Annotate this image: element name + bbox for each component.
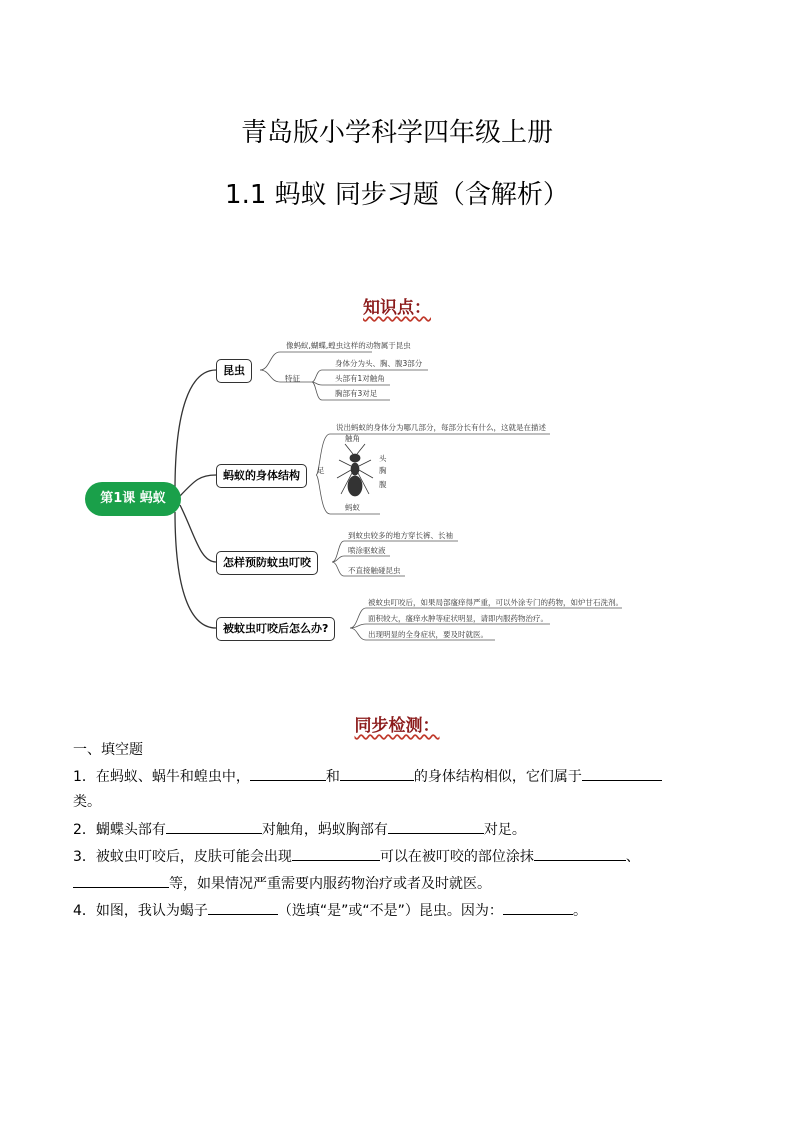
q1-text-b: 和	[325, 769, 340, 785]
label-abdomen: 腹	[379, 480, 387, 489]
label-thorax: 胸	[379, 466, 387, 475]
leaf-see-doctor: 出现明显的全身症状，要及时就医。	[368, 630, 488, 639]
leaf-insect-definition: 像蚂蚁,蝴蝶,蝗虫这样的动物属于昆虫	[286, 341, 411, 350]
leaf-dont-touch-insects: 不直接触碰昆虫	[348, 566, 401, 575]
knowledge-heading: 知识点：	[363, 298, 431, 318]
question-4	[73, 900, 587, 921]
branch-prevent-bites: 怎样预防蚊虫叮咬	[216, 551, 318, 575]
leaf-feature-body: 身体分为头、胸、腹3部分	[335, 359, 423, 368]
q1-blank-1[interactable]	[250, 766, 326, 781]
leaf-feature-antennae: 头部有1对触角	[335, 374, 385, 383]
q3-blank-1[interactable]	[292, 846, 380, 861]
q1-blank-2[interactable]	[340, 766, 414, 781]
leaf-feature-legs: 胸部有3对足	[335, 389, 378, 398]
question-2	[73, 819, 526, 840]
label-head: 头	[379, 454, 387, 463]
question-1	[73, 766, 662, 787]
q4-text-c: 。	[572, 903, 587, 919]
label-antenna: 触角	[345, 434, 360, 443]
branch-after-bite: 被蚊虫叮咬后怎么办?	[216, 617, 335, 641]
question-1-cont: 类。	[73, 794, 101, 810]
mind-map-root: 第1课 蚂蚁	[85, 482, 181, 516]
q1-text-a: 1．在蚂蚁、蜗牛和蝗虫中，	[73, 769, 250, 785]
q4-text-a: 4．如图，我认为蝎子	[73, 903, 208, 919]
leaf-ant-caption: 蚂蚁	[345, 503, 360, 512]
leaf-insect-features: 特征	[285, 374, 300, 383]
ant-diagram	[315, 436, 395, 510]
q2-blank-2[interactable]	[388, 819, 484, 834]
q3-blank-3[interactable]	[73, 873, 169, 888]
q3-text-b: 可以在被叮咬的部位涂抹	[379, 849, 534, 865]
leaf-wear-long-clothes: 到蚊虫较多的地方穿长裤、长袖	[348, 531, 453, 540]
leaf-spray-repellent: 喷涂驱蚊液	[348, 546, 386, 555]
question-3-cont	[73, 873, 491, 894]
question-3	[73, 846, 640, 867]
branch-ant-body-structure: 蚂蚁的身体结构	[216, 464, 307, 488]
q2-text-b: 对触角，蚂蚁胸部有	[261, 822, 388, 838]
q4-blank-1[interactable]	[208, 900, 278, 915]
mind-map	[80, 330, 640, 650]
leaf-describe-structure: 说出蚂蚁的身体分为哪几部分，每部分长有什么，这就是在描述	[336, 423, 546, 432]
page-subtitle: 1.1 蚂蚁 同步习题（含解析）	[225, 180, 569, 210]
page-title: 青岛版小学科学四年级上册	[240, 118, 553, 148]
q2-blank-1[interactable]	[166, 819, 262, 834]
q3-blank-2[interactable]	[534, 846, 626, 861]
branch-insects: 昆虫	[216, 359, 252, 383]
q3-text-a: 3．被蚊虫叮咬后，皮肤可能会出现	[73, 849, 292, 865]
label-leg: 足	[317, 466, 325, 475]
leaf-apply-ointment: 被蚊虫叮咬后，如果局部瘙痒得严重，可以外涂专门的药物，如炉甘石洗剂。	[368, 598, 623, 607]
q1-blank-3[interactable]	[582, 766, 662, 781]
q3-text-c: 、	[625, 849, 640, 865]
section-fill-in-blank: 一、填空题	[73, 742, 143, 758]
q4-blank-2[interactable]	[503, 900, 573, 915]
leaf-oral-medicine: 面积较大，瘙痒水肿等症状明显，请即内服药物治疗。	[368, 614, 548, 623]
practice-heading: 同步检测：	[354, 716, 440, 736]
q1-text-c: 的身体结构相似，它们属于	[413, 769, 582, 785]
q2-text-a: 2．蝴蝶头部有	[73, 822, 166, 838]
q2-text-c: 对足。	[483, 822, 526, 838]
q4-text-b: （选填“是”或“不是”）昆虫。因为：	[277, 903, 503, 919]
q3-text-d: 等，如果情况严重需要内服药物治疗或者及时就医。	[169, 876, 491, 892]
